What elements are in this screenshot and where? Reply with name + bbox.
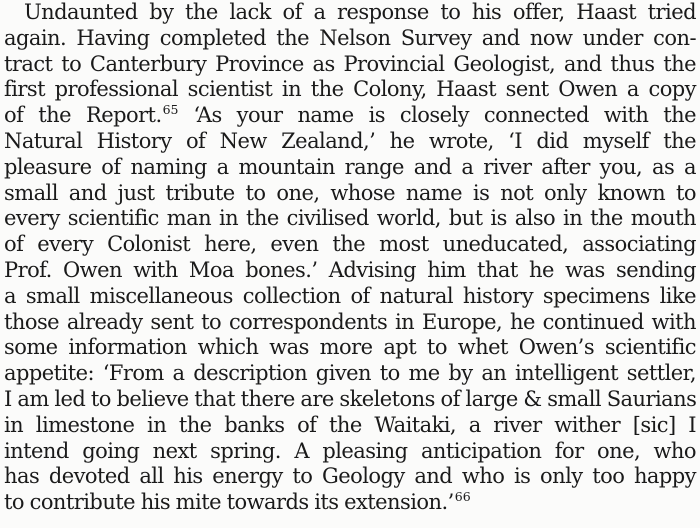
- text-line: [4, 490, 696, 516]
- text-line: tract to Canterbury Province as Provincial Geologist, and thus the: [4, 51, 696, 76]
- text-line: pleasure of naming a mountain range and a river after you, as a: [4, 154, 696, 179]
- text-segment: to contribute his mite towards its extension.’: [4, 490, 454, 515]
- text-line: small and just tribute to one, whose name is not only known to: [4, 180, 696, 205]
- text-line: Undaunted by the lack of a response to his offer, Haast tried: [24, 0, 696, 24]
- footnote-marker: 66: [454, 489, 471, 505]
- text-line: Prof. Owen with Moa bones.’ Advising him that he was sending: [4, 257, 696, 282]
- text-line: I am led to believe that there are skeletons of large & small Saurians: [4, 386, 697, 411]
- text-line: in limestone in the banks of the Waitaki, a river wither [sic] I: [4, 412, 696, 437]
- text-line: again. Having completed the Nelson Survey and now under con-: [4, 25, 696, 50]
- text-line: intend going next spring. A pleasing anticipation for one, who: [4, 438, 696, 463]
- text-line: appetite: ‘From a description given to me by an intelligent settler,: [4, 361, 696, 386]
- footnote-marker: 65: [162, 102, 179, 118]
- text-line: those already sent to correspondents in Europe, he continued with: [4, 309, 696, 334]
- text-line: of every Colonist here, even the most uneducated, associating: [4, 232, 696, 257]
- text-line: first professional scientist in the Colony, Haast sent Owen a copy: [4, 77, 696, 102]
- text-line: a small miscellaneous collection of natural history specimens like: [4, 283, 696, 308]
- body-paragraph: [4, 0, 696, 516]
- text-line: has devoted all his energy to Geology and who is only too happy: [4, 464, 696, 489]
- text-line: every scientific man in the civilised world, but is also in the mouth: [4, 206, 696, 231]
- text-line: [4, 103, 696, 129]
- text-line: some information which was more apt to whet Owen’s scientific: [4, 335, 696, 360]
- text-segment: of the Report.: [4, 103, 162, 128]
- text-line: Natural History of New Zealand,’ he wrote, ‘I did myself the: [4, 128, 696, 153]
- text-segment: ‘As your name is closely connected with the: [178, 103, 697, 128]
